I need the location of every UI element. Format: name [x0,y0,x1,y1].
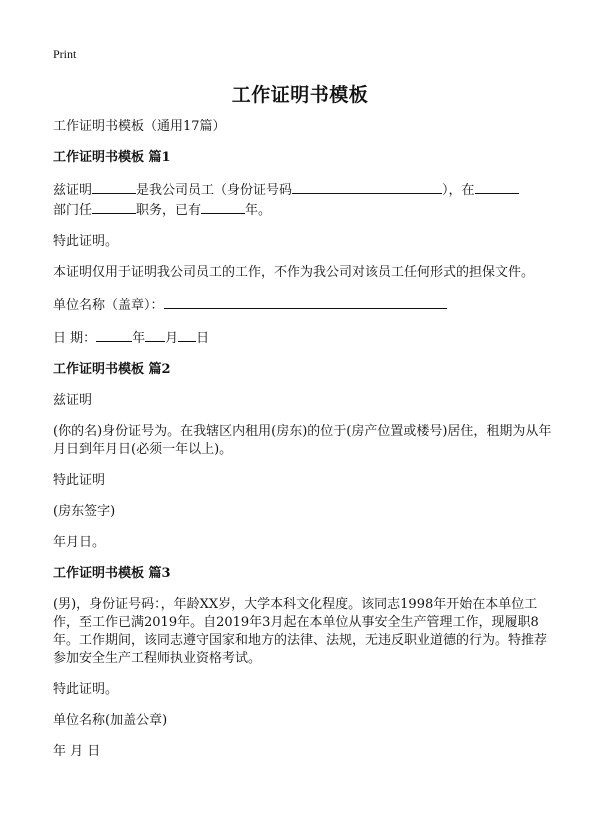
day-blank [178,328,196,342]
section1-text: 兹证明 [53,183,93,198]
year-label: 年 [132,331,146,346]
document-body [53,118,553,774]
section-heading-1: 工作证明书模板 篇1 [53,150,171,165]
department-blank [92,200,136,214]
section1-paragraph-fill [53,180,553,220]
section1-paragraph: 本证明仅用于证明我公司员工的工作，不作为我公司对该员工任何形式的担保文件。 [53,265,535,280]
document-subtitle: 工作证明书模板（通用17篇） [53,119,226,134]
section1-text: 职务，已有 [136,203,202,218]
unit-name-label: 单位名称（盖章）： [53,298,164,313]
section3-paragraph: 年 月 日 [53,744,101,759]
section1-text: 是我公司员工（身份证号码 [136,183,293,198]
section2-paragraph: 兹证明 [53,393,93,408]
section1-text: ），在 [442,183,475,198]
day-label: 日 [196,331,210,346]
month-label: 月 [165,331,179,346]
section2-paragraph: 年月日。 [53,535,106,550]
print-label: Print [53,47,77,61]
section1-text: 年。 [245,203,272,218]
section-heading-2: 工作证明书模板 篇2 [53,362,171,377]
section3-paragraph: (男)，身份证号码：，年龄XX岁，大学本科文化程度。该同志1998年开始在本单位工作，至工作已满2019年。自2019年3月起在本单位从事安全生产管理工作，现履职8年。工作期间，该同志遵守国家和地方的法律、法规，无违反职业道德的行为。特推荐参加安全生产工程师执业资格考试。 [53,597,548,666]
years-blank [201,200,245,214]
section1-paragraph: 特此证明。 [53,234,119,249]
date-label: 日 期： [53,331,97,346]
page-title: 工作证明书模板 [231,84,369,106]
section1-text: 部门任 [53,203,93,218]
section-heading-3: 工作证明书模板 篇3 [53,566,171,581]
section3-paragraph: 特此证明。 [53,682,119,697]
year-blank [96,328,132,342]
section2-paragraph: (你的名)身份证号为。在我辖区内租用(房东)的位于(房产位置或楼号)居住，租期为从年月日到年月日(必须一年以上)。 [53,424,552,457]
unit-name-blank [164,295,447,309]
name-blank [92,180,136,194]
section2-paragraph: 特此证明 [53,473,106,488]
section2-paragraph: (房东签字) [53,504,116,519]
section1-date-line [53,328,553,348]
section1-signature-line [53,295,553,315]
month-blank [145,328,165,342]
id-number-blank [292,180,442,194]
unit-blank [475,180,519,194]
section3-paragraph: 单位名称(加盖公章) [53,713,168,728]
